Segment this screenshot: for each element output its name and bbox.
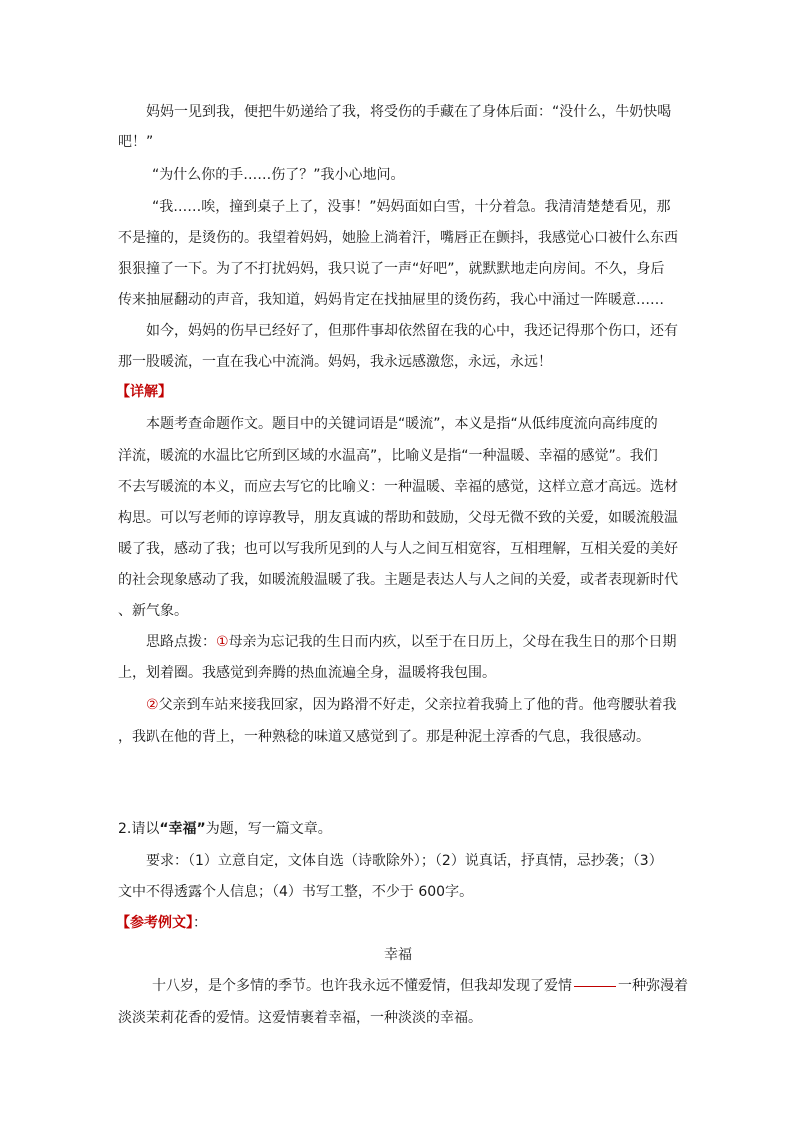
essay-title: 幸福 [384, 947, 412, 963]
story-paragraph-line: 不是撞的，是烫伤的。我望着妈妈，她脸上淌着汗，嘴唇正在颤抖，我感觉心口被什么东西 [118, 230, 678, 246]
prompt-text: 请以 [131, 821, 160, 837]
hint-line [146, 695, 678, 715]
hint-label: 思路点拨： [146, 634, 216, 650]
circled-number-marker: ② [146, 697, 159, 713]
requirement-line: 要求：（1）立意自定，文体自选（诗歌除外）；（2）说真话，抒真情，忌抄袭；（3） [146, 853, 663, 869]
requirement-line: 文中不得透露个人信息；（4）书写工整，不少于 600字。 [118, 884, 474, 900]
detail-heading: 【详解】 [116, 384, 172, 400]
detail-line: 的社会现象感动了我，如暖流般温暖了我。主题是表达人与人之间的关爱，或者表现新时代 [118, 572, 678, 588]
sample-heading-label: 【参考例文】 [116, 915, 193, 931]
story-paragraph-line: 那一股暖流，一直在我心中流淌。妈妈，我永远感激您，永远，永远！ [118, 354, 552, 370]
prompt-topic: “幸福” [159, 821, 206, 837]
essay-text: 十八岁，是个多情的季节。也许我永远不懂爱情，但我却发现了爱情 [152, 978, 572, 994]
sample-heading-colon: ： [193, 915, 207, 931]
story-paragraph-line: “我……唉，撞到桌子上了，没事！”妈妈面如白雪，十分着急。我清清楚楚看见，那 [152, 199, 671, 215]
story-paragraph-line: “为什么你的手……伤了？”我小心地问。 [152, 167, 405, 183]
circled-number-marker: ① [216, 634, 229, 650]
story-paragraph-line: 如今，妈妈的伤早已经好了，但那件事却依然留在我的心中，我还记得那个伤口，还有 [146, 323, 678, 339]
hint-text: 父亲到车站来接我回家，因为路滑不好走，父亲拉着我骑上了他的背。他弯腰驮着我 [158, 697, 677, 713]
hint-line: ，我趴在他的背上，一种熟稔的味道又感觉到了。那是种泥土淳香的气息，我很感动。 [118, 729, 650, 745]
prompt-text: 为题，写一篇文章。 [205, 821, 332, 837]
detail-line: 、新气象。 [118, 603, 188, 619]
red-dash-rule [574, 986, 616, 987]
story-paragraph-line: 狠狠撞了一下。为了不打扰妈妈，我只说了一声“好吧”，就默默地走向房间。不久，身后 [118, 261, 665, 277]
hint-line: 上，划着圈。我感觉到奔腾的热血流遍全身，温暖将我包围。 [118, 665, 496, 681]
essay-line [152, 976, 688, 996]
detail-line: 构思。可以写老师的谆谆教导，朋友真诚的帮助和鼓励，父母无微不致的关爱，如暖流般温 [118, 510, 678, 526]
story-paragraph-line: 传来抽屉翻动的声音，我知道，妈妈肯定在找抽屉里的烫伤药，我心中涌过一阵暖意…… [118, 292, 664, 308]
essay-line: 淡淡茉莉花香的爱情。这爱情裹着幸福，一种淡淡的幸福。 [118, 1010, 482, 1026]
question-prompt [118, 819, 678, 839]
detail-line: 暖了我，感动了我；也可以写我所见到的人与人之间互相宽容，互相理解，互相关爱的美好 [118, 541, 678, 557]
detail-line: 本题考查命题作文。题目中的关键词语是“暖流”，本义是指“从低纬度流向高纬度的 [146, 416, 658, 432]
hint-line [146, 632, 678, 652]
essay-text: 一种弥漫着 [618, 978, 688, 994]
hint-text: 母亲为忘记我的生日而内疚，以至于在日历上，父母在我生日的那个日期 [228, 634, 677, 650]
story-paragraph-line: 吧！” [118, 134, 154, 150]
story-paragraph-line: 妈妈一见到我，便把牛奶递给了我，将受伤的手藏在了身体后面：“没什么，牛奶快喝 [146, 104, 672, 120]
detail-line: 不去写暖流的本义，而应去写它的比喻义：一种温暖、幸福的感觉，这样立意才高远。选材 [118, 479, 678, 495]
question-number: 2. [118, 821, 132, 837]
sample-heading [116, 913, 676, 933]
detail-line: 洋流，暖流的水温比它所到区域的水温高”，比喻义是指“一种温暖、幸福的感觉”。我们 [118, 448, 658, 464]
